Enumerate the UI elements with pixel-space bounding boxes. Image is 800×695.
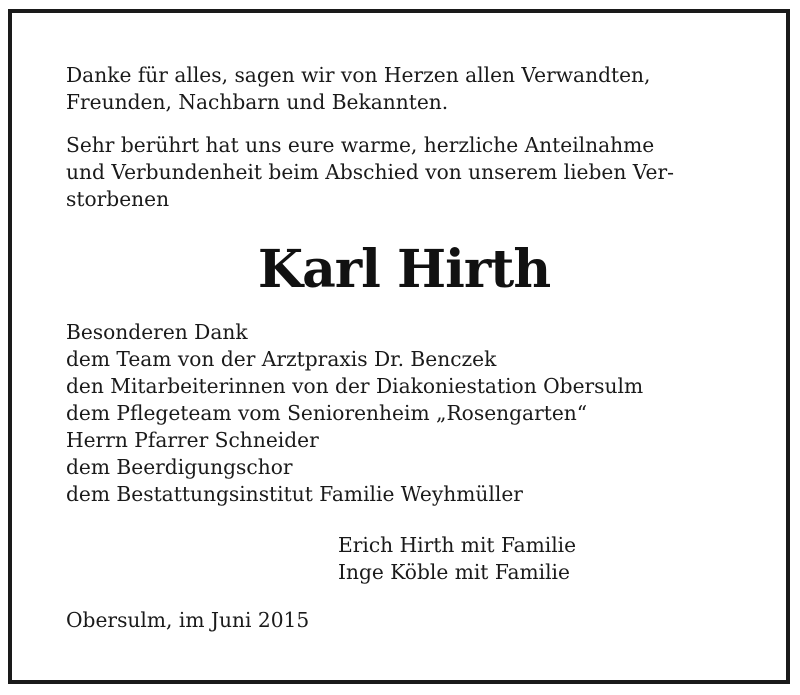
obituary-notice [66,62,742,632]
signers-list [338,532,576,586]
intro-paragraph [66,62,742,116]
message-line: Sehr berührt hat uns eure warme, herzliche Anteilnahme [66,133,655,157]
place-date: Obersulm, im Juni 2015 [66,608,310,632]
thanks-item: dem Beerdigungschor [66,455,293,479]
message-line: und Verbundenheit beim Abschied von unserem lieben Ver- [66,160,674,184]
thanks-list [66,319,742,508]
message-line: storbenen [66,187,170,211]
signer: Erich Hirth mit Familie [338,533,577,557]
intro-line: Freunden, Nachbarn und Bekannten. [66,90,449,114]
signer: Inge Köble mit Familie [338,560,570,584]
thanks-item: den Mitarbeiterinnen von der Diakoniestation Obersulm [66,374,644,398]
thanks-item: dem Team von der Arztpraxis Dr. Benczek [66,347,497,371]
deceased-name: Karl Hirth [257,239,551,300]
thanks-item: Herrn Pfarrer Schneider [66,428,319,452]
intro-line: Danke für alles, sagen wir von Herzen allen Verwandten, [66,63,651,87]
message-paragraph [66,132,742,213]
thanks-item: dem Pflegeteam vom Seniorenheim „Rosengarten“ [66,401,588,425]
thanks-heading: Besonderen Dank [66,320,248,344]
thanks-item: dem Bestattungsinstitut Familie Weyhmüller [66,482,523,506]
